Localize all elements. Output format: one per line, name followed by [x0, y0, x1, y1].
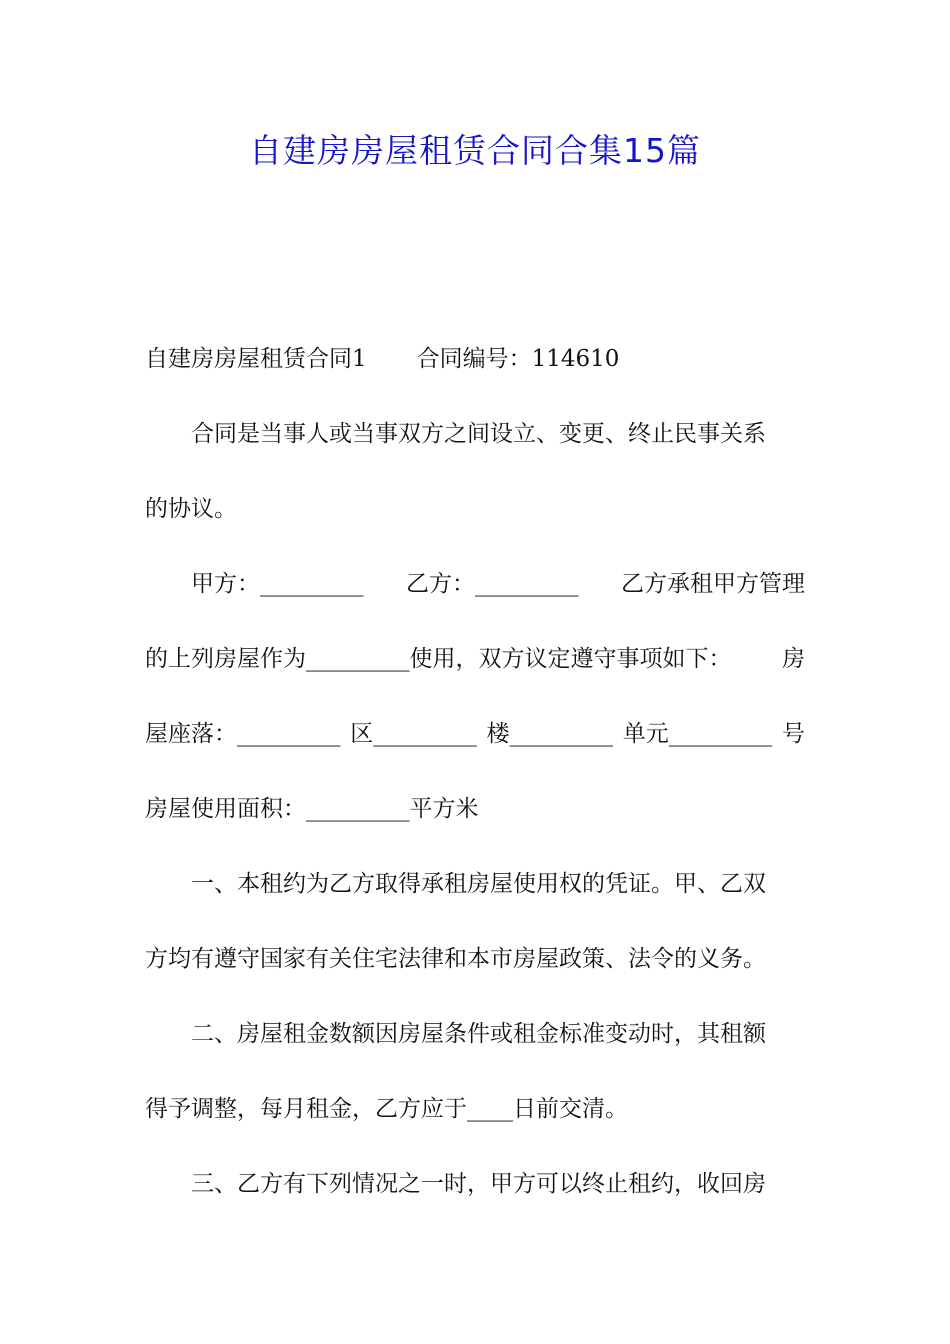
clause-1-text-1: 一、本租约为乙方取得承租房屋使用权的凭证。甲、乙双	[191, 871, 766, 897]
contract-heading-line	[145, 338, 805, 413]
document-title: 自建房房屋租赁合同合集15篇	[249, 131, 701, 170]
clause-1-line-1	[145, 863, 805, 938]
location-part-1: 屋座落：_________	[145, 721, 341, 747]
clause-2-text-1: 二、房屋租金数额因房屋条件或租金标准变动时，其租额	[191, 1021, 766, 1047]
usage-line	[145, 638, 805, 713]
location-part-3: 楼_________	[486, 721, 613, 747]
clause-1-line-2	[145, 938, 805, 1013]
clause-2-text-2: 得予调整，每月租金，乙方应于____日前交清。	[145, 1096, 628, 1122]
document-body	[145, 338, 805, 1238]
location-part-5: 号	[782, 721, 805, 747]
lease-text-2b: 房	[782, 646, 805, 672]
location-part-2: 区_________	[350, 721, 477, 747]
location-part-4: 单元_________	[622, 721, 773, 747]
clause-3-line-1	[145, 1163, 805, 1238]
lease-text-1: 乙方承租甲方管理	[621, 571, 805, 597]
intro-paragraph-line-1	[145, 413, 805, 488]
location-line	[145, 713, 805, 788]
contract-number: 合同编号：114610	[416, 346, 620, 372]
clause-2-line-1	[145, 1013, 805, 1088]
area-text: 房屋使用面积：_________平方米	[145, 796, 479, 822]
intro-paragraph-line-2	[145, 488, 805, 563]
clause-1-text-2: 方均有遵守国家有关住宅法律和本市房屋政策、法令的义务。	[145, 946, 766, 972]
clause-2-line-2	[145, 1088, 805, 1163]
lease-text-2a: 的上列房屋作为_________使用，双方议定遵守事项如下：	[145, 646, 732, 672]
contract-heading: 自建房房屋租赁合同1	[145, 346, 367, 372]
party-a-field: 甲方：_________	[191, 571, 364, 597]
party-b-field: 乙方：_________	[406, 571, 579, 597]
parties-line	[145, 563, 805, 638]
intro-text-2: 的协议。	[145, 496, 237, 522]
area-line	[145, 788, 805, 863]
clause-3-text-1: 三、乙方有下列情况之一时，甲方可以终止租约，收回房	[191, 1171, 766, 1197]
intro-text-1: 合同是当事人或当事双方之间设立、变更、终止民事关系	[191, 421, 766, 447]
